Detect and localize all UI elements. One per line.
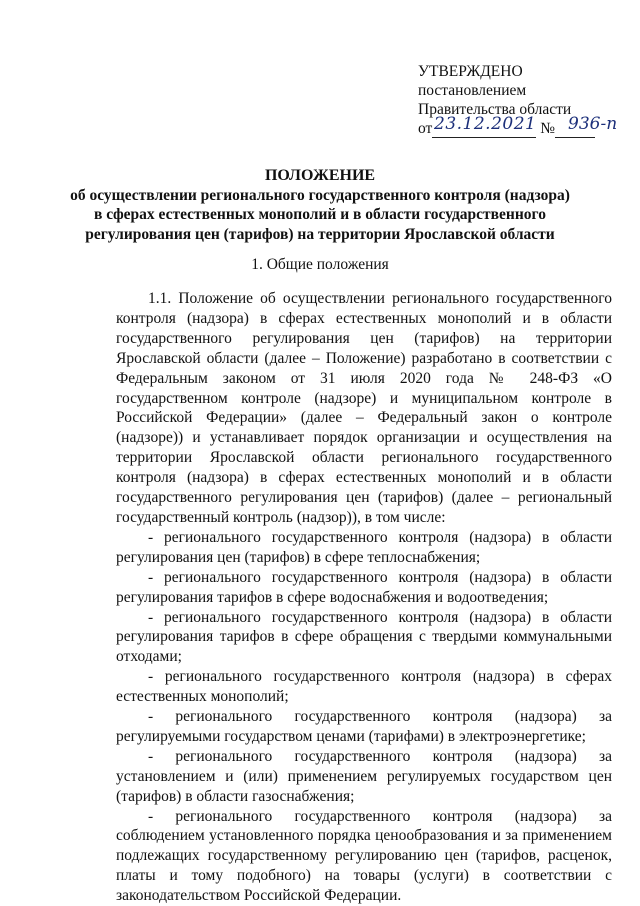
list-item: - регионального государственного контроля (надзора) за соблюдением установленного порядка ценообразования и за применением подлежащих государственному регулированию цен (тарифов, расценок, платы и тому подобного) на товары (услуги) в соответствии с законодательством Российской Федерации. [116, 807, 612, 905]
document-title [60, 166, 580, 244]
handwritten-number: 936-п [568, 114, 618, 134]
list-item: - регионального государственного контроля (надзора) в области регулирования тарифов в сфере водоснабжения и водоотведения; [116, 568, 612, 606]
list-item: - регионального государственного контроля (надзора) в сферах естественных монополий; [116, 668, 612, 706]
title-line-2: в сферах естественных монополий и в области государственного [94, 206, 546, 223]
approval-date-line [418, 114, 618, 138]
approval-resolution: постановлением [418, 82, 527, 99]
paragraph-1-1: 1.1. Положение об осуществлении регионального государственного контроля (надзора) в сферах естественных монополий и в области государственного регулирования цен (тарифов) на территории Ярославской области (далее – Положение) разработано в соответствии с Федеральным законом от 31 июля 2020 года № 248-ФЗ «О государственном контроле (надзоре) и муниципальном контроле в Российской Федерации» (далее – Федеральный закон о контроле (надзоре)) и устанавливает порядок организации и осуществления на территории Ярославской области регионального государственного контроля (надзора) в сферах естественных монополий и в области государственного регулирования цен (тарифов) (далее – региональный государственный контроль (надзор)), в том числе: [116, 290, 612, 526]
list-item: - регионального государственного контроля (надзора) в области регулирования цен (тарифов) в сфере теплоснабжения; [116, 528, 612, 566]
title-line-3: регулирования цен (тарифов) на территории Ярославской области [85, 225, 555, 243]
number-sign: № [540, 120, 555, 137]
section-heading: 1. Общие положения [251, 256, 389, 273]
list-item: - регионального государственного контроля (надзора) в области регулирования тарифов в сфере обращения с твердыми коммунальными отходами; [116, 608, 612, 666]
list-item: - регионального государственного контроля (надзора) за установлением и (или) применением регулируемых государством цен (тарифов) в области газоснабжения; [116, 747, 612, 805]
title-main: ПОЛОЖЕНИЕ [264, 167, 376, 184]
approval-government: Правительства области [418, 101, 572, 118]
approval-heading: УТВЕРЖДЕНО [418, 63, 523, 80]
title-line-1: об осуществлении регионального государственного контроля (надзора) [70, 186, 570, 204]
approval-stamp [418, 62, 618, 138]
document-body [116, 289, 612, 906]
list-item: - регионального государственного контроля (надзора) за регулируемыми государством ценами (тарифами) в электроэнергетике; [116, 708, 612, 745]
handwritten-date: 23.12.2021 [434, 114, 537, 134]
date-prefix: от [418, 120, 433, 137]
